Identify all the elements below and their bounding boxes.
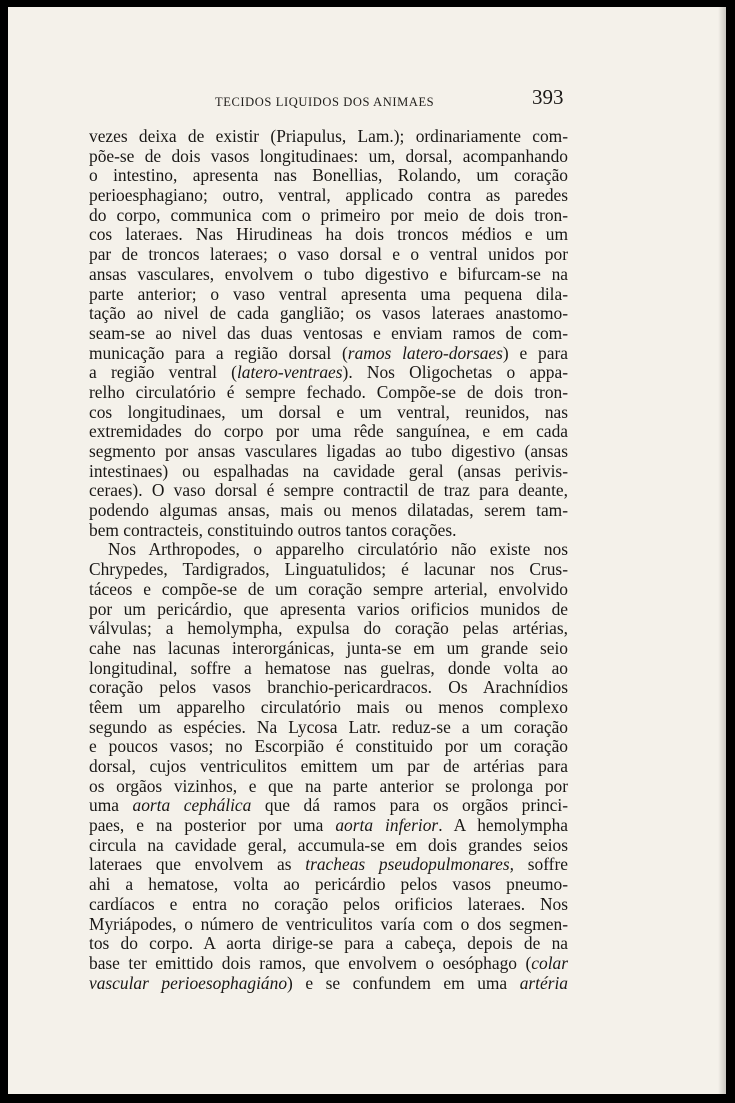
text-line: [89, 737, 568, 757]
text-run: parte anterior; o vaso ventral apresenta uma pequena dila-: [89, 283, 568, 304]
text-run: longitudinal, soffre a hematose nas guelras, donde volta ao: [89, 657, 568, 678]
text-line: [89, 619, 568, 639]
italic-term: tracheas pseudopulmonares,: [305, 854, 514, 875]
running-title: TECIDOS LIQUIDOS DOS ANIMAES: [215, 95, 435, 109]
text-run: dorsal, cujos ventriculitos emittem um par de artérias para: [89, 756, 568, 776]
text-line: [89, 915, 568, 935]
text-run: ) e se confundem em uma: [287, 972, 520, 993]
body-text: [89, 127, 568, 993]
text-line: [89, 698, 568, 718]
text-run: extremidades do corpo por uma rêde sanguínea, e em cada: [89, 421, 568, 442]
text-line: [89, 521, 568, 541]
text-line: [89, 875, 568, 895]
text-line: [89, 147, 568, 167]
text-run: cahe nas lacunas interorgánicas, junta-se em um grande seio: [89, 637, 568, 658]
text-line: [89, 757, 568, 777]
text-run: Myriápodes, o número de ventriculitos varía com o dos segmen-: [89, 913, 568, 934]
text-line: [89, 540, 568, 560]
italic-term: latero-ventraes: [236, 362, 343, 383]
text-run: os orgãos vizinhos, e que na parte anterior se prolonga por: [89, 775, 568, 796]
text-line: [89, 363, 568, 383]
text-line: [89, 324, 568, 344]
text-run: têem um apparelho circulatório mais ou menos complexo: [89, 696, 568, 717]
text-line: [89, 245, 568, 265]
text-line: [89, 678, 568, 698]
text-run: municação para a região dorsal (: [89, 342, 348, 363]
text-line: [89, 127, 568, 147]
text-run: o intestino, apresenta nas Bonellias, Rolando, um coração: [89, 165, 568, 186]
text-line: [89, 265, 568, 285]
text-run: coração pelos vasos branchio-pericardracos. Os Arachnídios: [89, 677, 568, 698]
text-line: [89, 718, 568, 738]
text-run: paes, e na posterior por uma: [89, 815, 336, 836]
text-line: [89, 186, 568, 206]
text-line: [89, 954, 568, 974]
text-line: [89, 285, 568, 305]
text-run: cos longitudinaes, um dorsal e um ventral, reunidos, nas: [89, 401, 568, 422]
text-run: por um pericárdio, que apresenta varios orificios munidos de: [89, 598, 568, 619]
text-line: [89, 501, 568, 521]
text-line: [89, 855, 568, 875]
text-run: relho circulatório é sempre fechado. Compõe-se de dois tron-: [89, 381, 568, 402]
text-line: [89, 304, 568, 324]
italic-term: artéria: [519, 972, 568, 993]
text-run: a região ventral (: [89, 362, 237, 383]
text-run: cardíacos e entra no coração pelos orificios lateraes. Nos: [89, 893, 568, 914]
italic-term: colar: [531, 952, 568, 973]
text-line: [89, 383, 568, 403]
text-run: soffre: [514, 854, 568, 875]
text-run: tos do corpo. A aorta dirige-se para a cabeça, depois de na: [89, 933, 568, 954]
text-run: ansas vasculares, envolvem o tubo digestivo e bifurcam-se na: [89, 263, 568, 284]
text-run: do corpo, communica com o primeiro por meio de dois tron-: [89, 204, 568, 225]
text-run: segmento por ansas vasculares ligadas ao tubo digestivo (ansas: [89, 441, 568, 461]
text-line: [89, 895, 568, 915]
italic-term: aorta cephálica: [132, 795, 252, 816]
text-line: [89, 659, 568, 679]
text-line: [89, 974, 568, 994]
text-run: podendo algumas ansas, mais ou menos dilatadas, serem tam-: [89, 500, 568, 521]
text-run: válvulas; a hemolympha, expulsa do coração pelas artérias,: [89, 618, 568, 639]
text-line: [89, 481, 568, 501]
text-line: [89, 934, 568, 954]
text-run: e poucos vasos; no Escorpião é constituido por um coração: [89, 736, 568, 757]
text-run: vezes deixa de existir (Priapulus, Lam.); ordinariamente com-: [89, 126, 568, 146]
text-run: segundo as espécies. Na Lycosa Latr. reduz-se a um coração: [89, 716, 568, 737]
text-run: cos lateraes. Nas Hirudineas ha dois troncos médios e um: [89, 224, 568, 245]
text-run: bem contracteis, constituindo outros tantos corações.: [89, 519, 457, 540]
text-line: [89, 796, 568, 816]
text-line: [89, 600, 568, 620]
text-line: [89, 639, 568, 659]
text-run: perioesphagiano; outro, ventral, applicado contra as paredes: [89, 185, 568, 206]
text-line: [89, 560, 568, 580]
text-run: ). Nos Oligochetas o appa-: [342, 362, 568, 383]
text-line: [89, 836, 568, 856]
text-run: põe-se de dois vasos longitudinaes: um, dorsal, acompanhando: [89, 145, 568, 166]
text-run: intestinaes) ou espalhadas na cavidade geral (ansas perivis-: [89, 460, 568, 481]
running-head: [8, 85, 726, 115]
italic-term: aorta inferior: [335, 815, 439, 836]
text-line: [89, 166, 568, 186]
text-run: par de troncos lateraes; o vaso dorsal e o ventral unidos por: [89, 244, 568, 265]
text-run: Chrypedes, Tardigrados, Linguatulidos; é lacunar nos Crus-: [89, 559, 568, 580]
text-run: tação ao nivel de cada ganglião; os vasos lateraes anastomo-: [89, 303, 568, 324]
text-run: circula na cavidade geral, accumula-se em dois grandes seios: [89, 834, 568, 855]
text-run: ceraes). O vaso dorsal é sempre contractil de traz para deante,: [89, 480, 568, 501]
page-number: 393: [532, 85, 564, 109]
text-run: uma: [89, 795, 133, 816]
italic-term: ramos latero-dorsaes: [347, 342, 503, 363]
text-line: [89, 816, 568, 836]
text-line: [89, 442, 568, 462]
text-run: táceos e compõe-se de um coração sempre arterial, envolvido: [89, 578, 568, 599]
text-run: Nos Arthropodes, o apparelho circulatório não existe nos: [108, 539, 568, 560]
book-page: [8, 7, 726, 1094]
text-line: [89, 206, 568, 226]
text-run: ) e para: [502, 342, 568, 363]
text-line: [89, 580, 568, 600]
text-run: lateraes que envolvem as: [89, 854, 306, 875]
text-line: [89, 225, 568, 245]
italic-term: vascular perioesophagiáno: [89, 972, 288, 993]
text-line: [89, 777, 568, 797]
text-run: . A hemolympha: [438, 815, 568, 836]
text-run: seam-se ao nivel das duas ventosas e enviam ramos de com-: [89, 322, 568, 343]
text-line: [89, 462, 568, 482]
text-line: [89, 403, 568, 423]
text-run: ahi a hematose, volta ao pericárdio pelos vasos pneumo-: [89, 874, 568, 895]
text-line: [89, 344, 568, 364]
text-run: base ter emittido dois ramos, que envolvem o oesóphago (: [89, 952, 532, 973]
text-run: que dá ramos para os orgãos princi-: [251, 795, 569, 816]
text-line: [89, 422, 568, 442]
